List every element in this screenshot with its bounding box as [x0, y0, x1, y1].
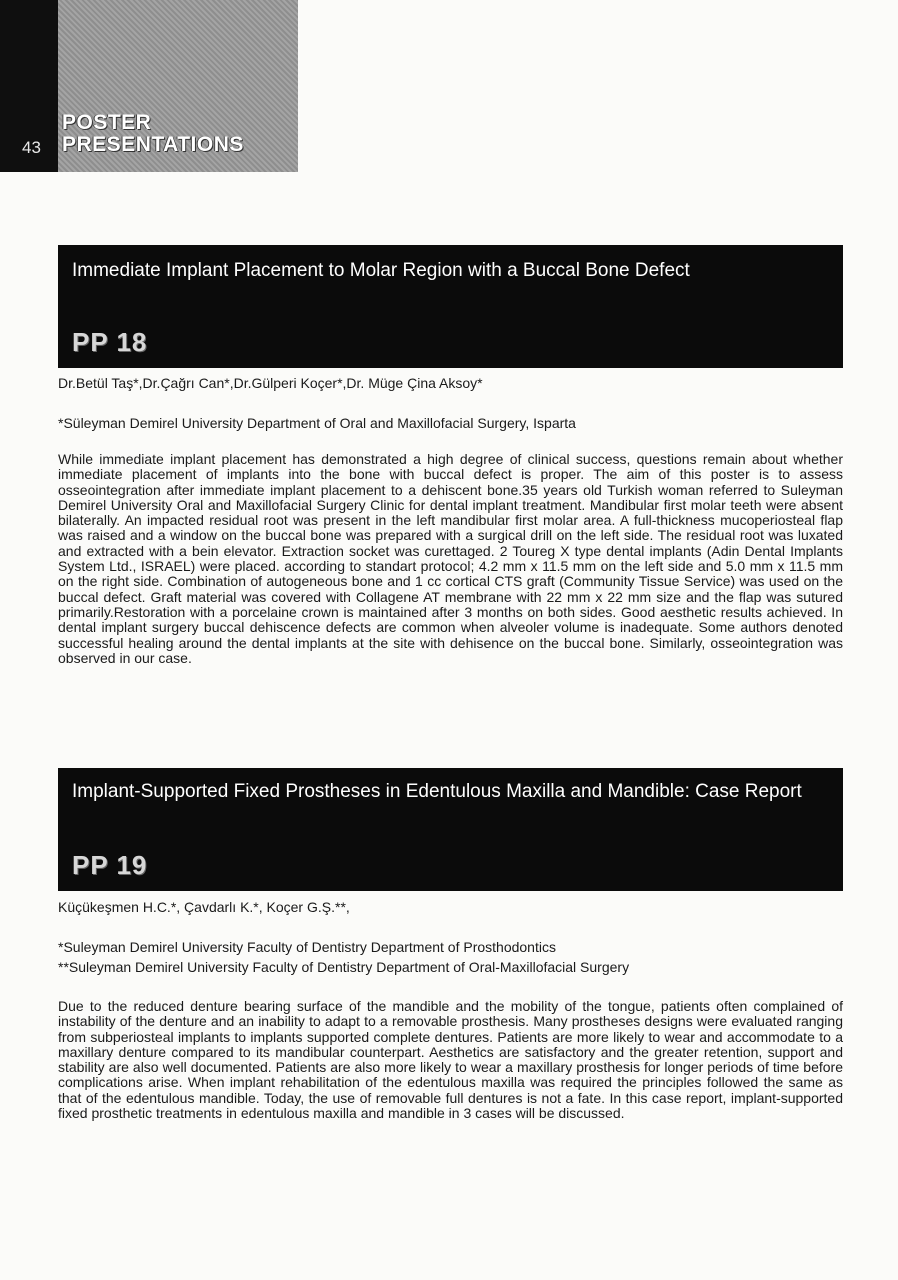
- abstract-code: PP 18: [72, 327, 148, 357]
- abstract-body: Due to the reduced denture bearing surface of the mandible and the mobility of the tongue, patients often complained of instability of the denture and an inability to adapt to a removable prosthesis. Many prostheses designs were evaluated ranging from subperiosteal implants to implants supported complete dentures. Patients are more likely to wear and accommodate to a maxillary denture compared to its mandibular counterpart. Aesthetics are satisfactory and the greater retention, support and stability are also well documented. Patients are also more likely to wear a maxillary prosthesis for longer periods of time before complications arise. When implant rehabilitation of the edentulous maxilla was required the principles followed the same as that of the edentulous mandible. Today, the use of removable full dentures is not a fate. In this case report, implant-supported fixed prosthetic treatments in edentulous maxilla and mandible in 3 cases will be discussed.: [58, 998, 843, 1122]
- page-number: 43: [22, 138, 41, 157]
- section-title-line-2: PRESENTATIONS: [62, 133, 244, 156]
- abstract-authors: Dr.Betül Taş*,Dr.Çağrı Can*,Dr.Gülperi Koçer*,Dr. Müge Çina Aksoy*: [58, 375, 483, 391]
- abstract-body: While immediate implant placement has demonstrated a high degree of clinical success, questions remain about whether immediate placement of implants into the bone with buccal defect is proper. The aim of this poster is to assess osseointegration after immediate implant placement to a dehiscent bone.35 years old Turkish woman referred to Suleyman Demirel University Oral and Maxillofacial Surgery Clinic for dental implant treatment. Mandibular first molar teeth were absent bilaterally. An impacted residual root was present in the left mandibular first molar area. A full-thickness mucoperiosteal flap was raised and a window on the buccal bone was prepared with a surgical drill on the left side. The residual root was luxated and extracted with a bein elevator. Extraction socket was curettaged. 2 Toureg X type dental implants (Adin Dental Implants System Ltd., ISRAEL) were placed. according to standart protocol; 4.2 mm x 11.5 mm on the left side and 5.0 mm x 11.5 mm on the right side. Combination of autogeneous bone and 1 cc cortical CTS graft (Community Tissue Service) was used on the buccal defect. Graft material was covered with Collagene AT membrane with 22 mm x 22 mm size and the flap was sutured primarily.Restoration with a porcelaine crown is maintained after 3 months on both sides. Good aesthetic results achieved. In dental implant surgery buccal dehiscence defects are common when alveoler volume is inadequate. Some authors denoted successful healing around the dental implants at the site with dehisence on the buccal bone. Similarly, osseointegration was observed in our case.: [58, 451, 843, 666]
- abstract-title: Immediate Implant Placement to Molar Region with a Buccal Bone Defect: [72, 260, 690, 281]
- abstract-affiliation: *Süleyman Demirel University Department of Oral and Maxillofacial Surgery, Isparta: [58, 415, 576, 431]
- abstract-title: Implant-Supported Fixed Prostheses in Edentulous Maxilla and Mandible: Case Report: [72, 781, 802, 802]
- abstract-authors: Küçükeşmen H.C.*, Çavdarlı K.*, Koçer G.Ş.**,: [58, 899, 350, 915]
- abstract-code: PP 19: [72, 850, 148, 880]
- abstract-affiliation: **Suleyman Demirel University Faculty of Dentistry Department of Oral-Maxillofacial Surgery: [58, 959, 630, 975]
- abstract-banner-pp18: [58, 245, 843, 368]
- section-title-line-1: POSTER: [62, 111, 152, 134]
- abstract-affiliation: *Suleyman Demirel University Faculty of Dentistry Department of Prosthodontics: [58, 939, 556, 955]
- section-title: [62, 112, 244, 156]
- abstract-banner-pp19: [58, 768, 843, 891]
